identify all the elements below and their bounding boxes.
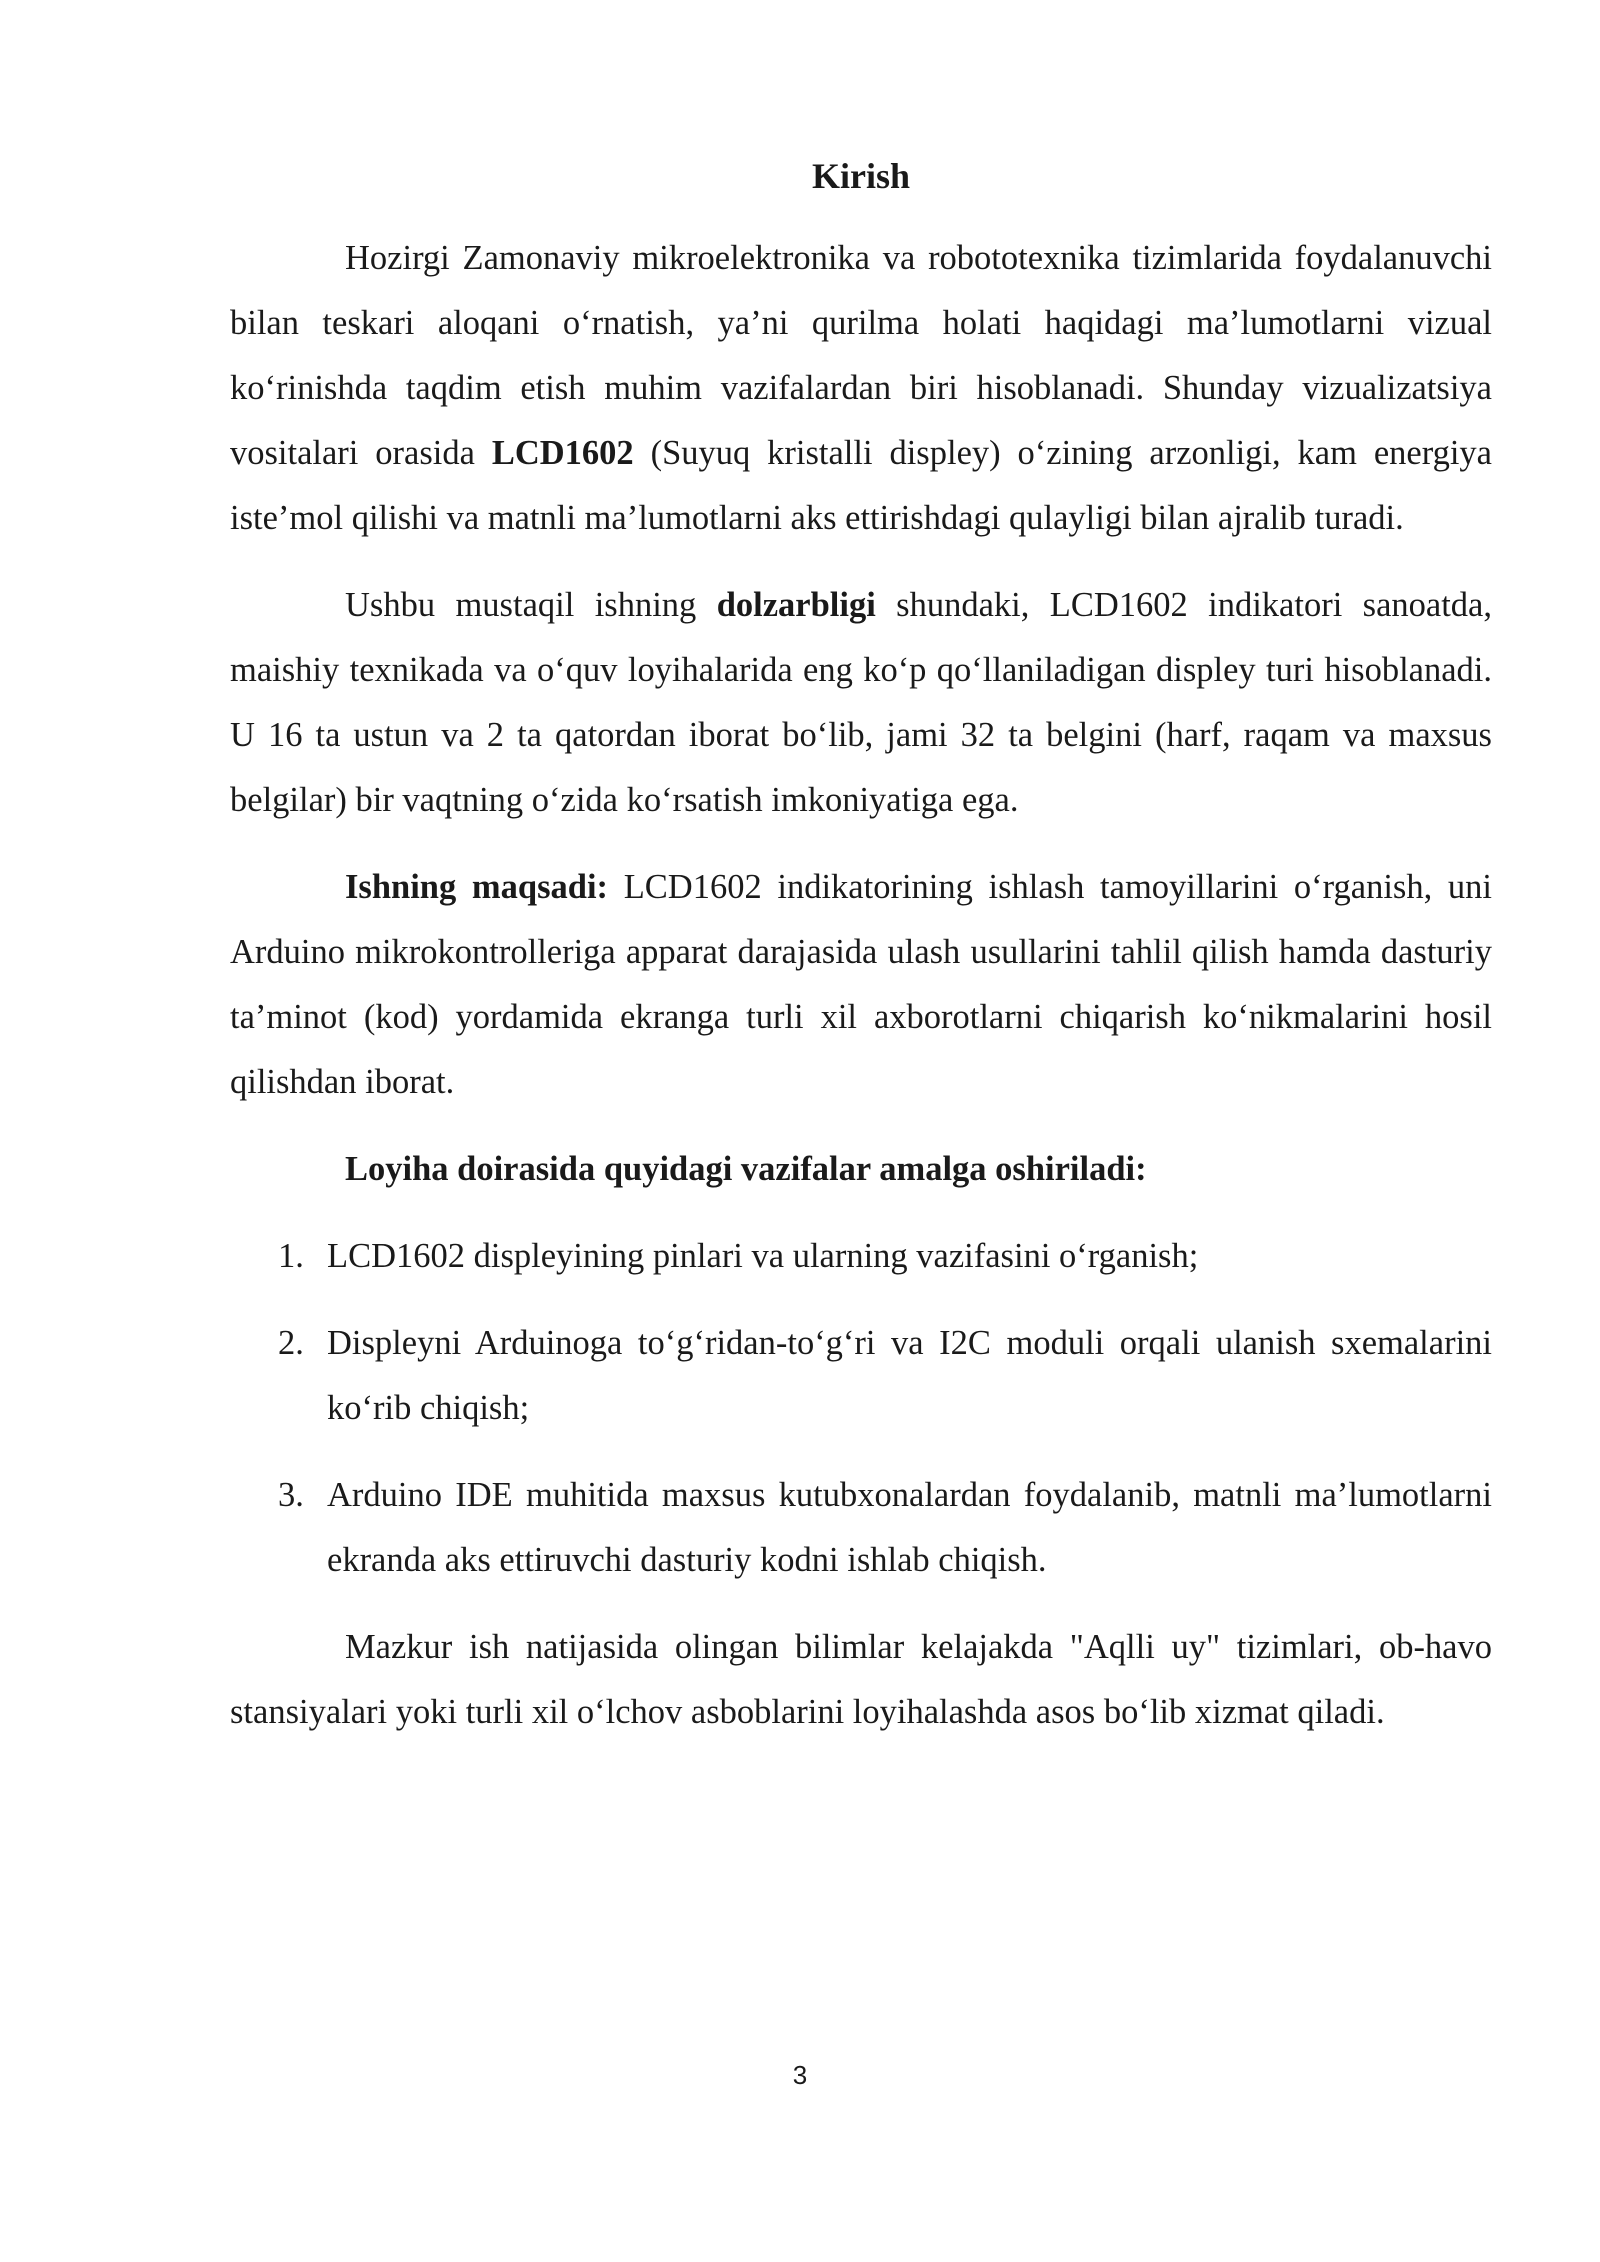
relevance-paragraph — [230, 573, 1492, 833]
relevance-text-start: Ushbu mustaqil ishning — [345, 586, 717, 624]
tasks-list — [230, 1224, 1492, 1593]
goal-text: LCD1602 indikatorining ishlash tamoyillarini o‘rganish, uni Arduino mikrokontrolleriga apparat darajasida ulash usullarini tahlil qilish hamda dasturiy ta’minot (kod) yordamida ekranga turli xil axborotlarni chiqarish ko‘nikmalarini hosil qilishdan iborat. — [230, 868, 1492, 1101]
list-item-text: LCD1602 displeyining pinlari va ularning vazifasini o‘rganish; — [327, 1237, 1199, 1275]
section-title: Kirish — [811, 156, 910, 196]
list-item — [230, 1311, 1492, 1441]
intro-bold-term: LCD1602 — [491, 434, 634, 472]
list-item — [230, 1224, 1492, 1289]
relevance-text-end: shundaki, LCD1602 indikatori sanoatda, maishiy texnikada va o‘quv loyihalarida eng ko‘p qo‘llaniladigan displey turi hisoblanadi. U 16 ta ustun va 2 ta qatordan iborat bo‘lib, jami 32 ta belgini (harf, raqam va maxsus belgilar) bir vaqtning o‘zida ko‘rsatish imkoniyatiga ega. — [230, 586, 1492, 819]
list-item-number: 3. — [278, 1476, 304, 1514]
list-item — [230, 1463, 1492, 1593]
list-item-text: Arduino IDE muhitida maxsus kutubxonalardan foydalanib, matnli ma’lumotlarni ekranda aks ettiruvchi dasturiy kodni ishlab chiqish. — [327, 1476, 1492, 1579]
list-item-number: 1. — [278, 1237, 304, 1275]
goal-bold-label: Ishning maqsadi: — [345, 868, 609, 906]
intro-paragraph — [230, 226, 1492, 551]
list-item-text: Displeyni Arduinoga to‘g‘ridan-to‘g‘ri va I2C moduli orqali ulanish sxemalarini ko‘rib chiqish; — [327, 1324, 1492, 1427]
document-page — [230, 150, 1492, 1767]
intro-text-end: (Suyuq kristalli displey) o‘zining arzonligi, kam energiya iste’mol qilishi va matnli ma’lumotlarni aks ettirishdagi qulayligi bilan ajralib turadi. — [230, 434, 1492, 537]
goal-paragraph — [230, 855, 1492, 1115]
tasks-heading: Loyiha doirasida quyidagi vazifalar amalga oshiriladi: — [345, 1150, 1147, 1188]
page-number: 3 — [792, 2060, 808, 2090]
relevance-bold-term: dolzarbligi — [716, 586, 876, 624]
list-item-number: 2. — [278, 1324, 304, 1362]
conclusion-paragraph: Mazkur ish natijasida olingan bilimlar kelajakda "Aqlli uy" tizimlari, ob-havo stansiyalari yoki turli xil o‘lchov asboblarini loyihalashda asos bo‘lib xizmat qiladi. — [230, 1628, 1492, 1731]
intro-text-start: Hozirgi Zamonaviy mikroelektronika va robototexnika tizimlarida foydalanuvchi bilan teskari aloqani o‘rnatish, ya’ni qurilma holati haqidagi ma’lumotlarni vizual ko‘rinishda taqdim etish muhim vazifalardan biri hisoblanadi. Shunday vizualizatsiya vositalari orasida — [230, 239, 1492, 472]
